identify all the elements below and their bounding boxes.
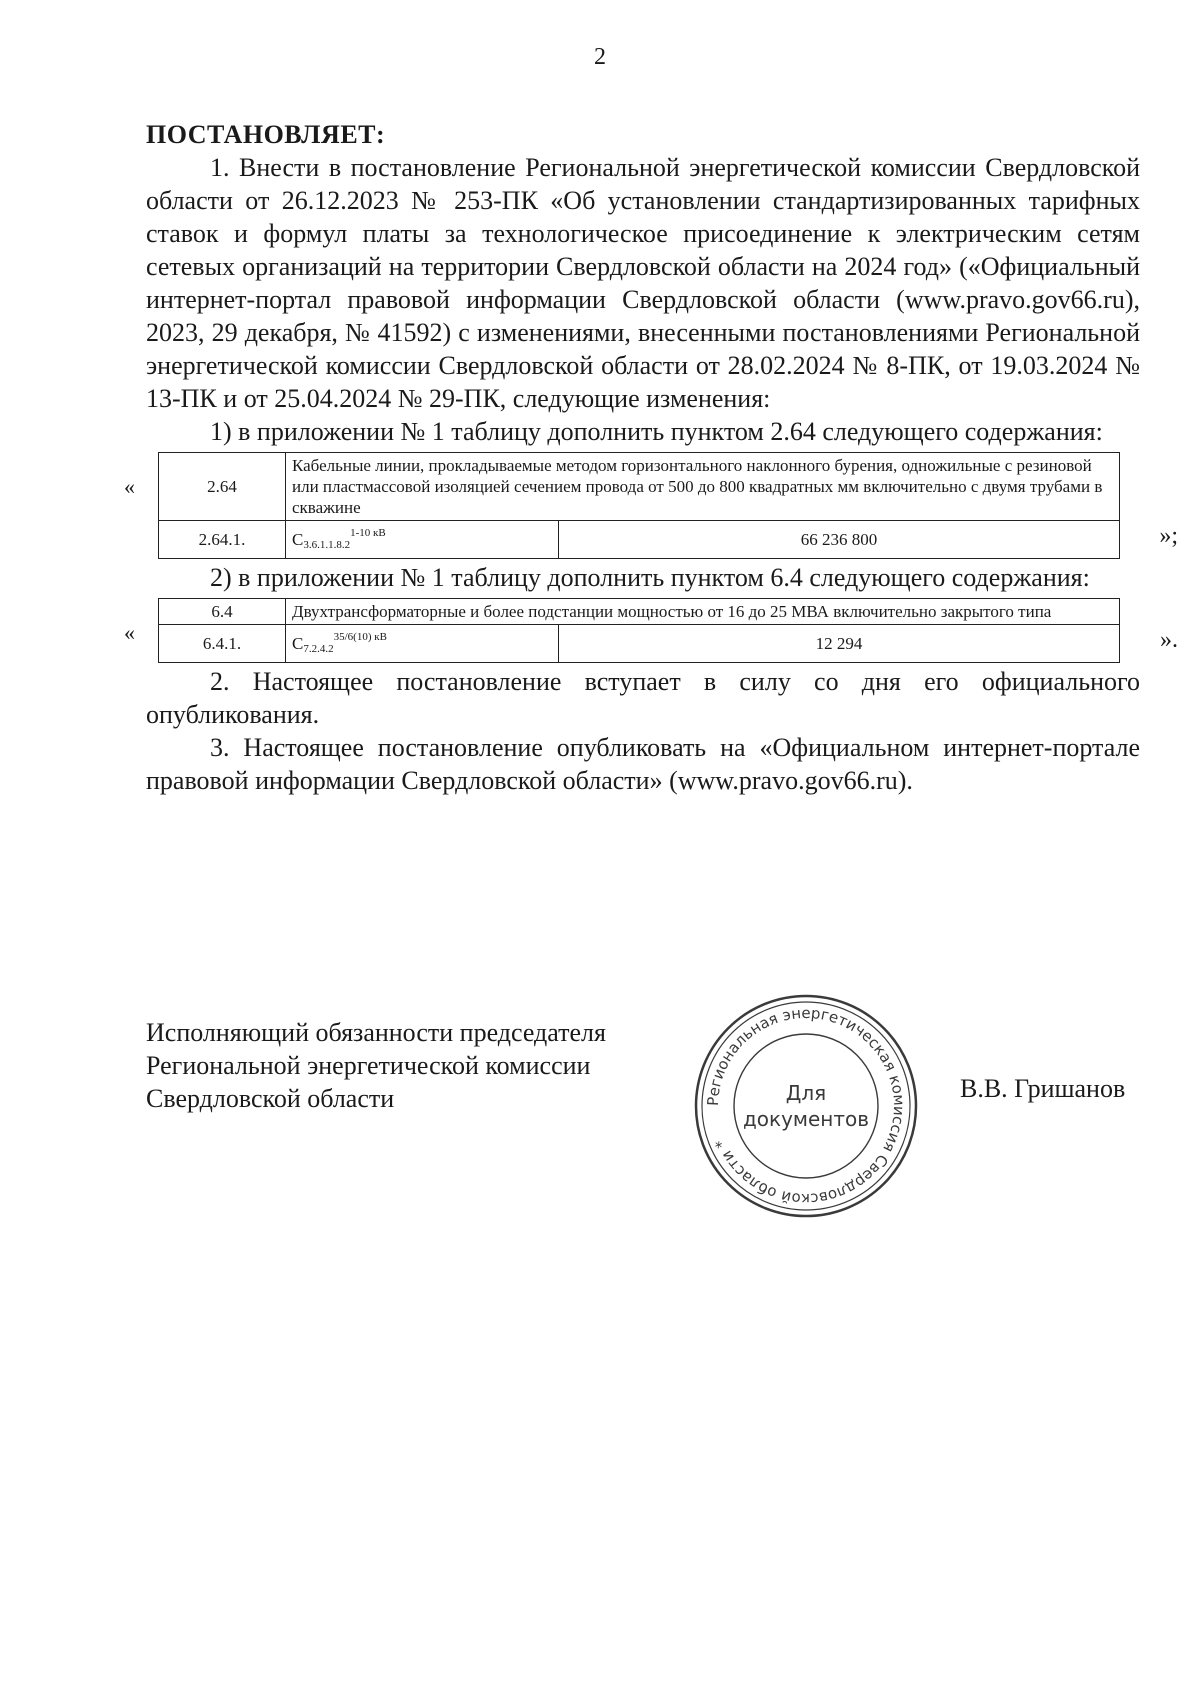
table-2-close-quote: ». <box>1160 627 1178 653</box>
table-1-row-header <box>159 453 1120 521</box>
table-1-item-description: Кабельные линии, прокладываемые методом горизонтального наклонного бурения, одножильные с резиновой или пластмассовой изоляцией сечением провода от 500 до 800 квадратных мм включительно с двумя трубами в скважине <box>286 453 1120 521</box>
table-1-row-rate <box>159 521 1120 559</box>
item-2-intro: 2) в приложении № 1 таблицу дополнить пунктом 6.4 следующего содержания: <box>210 563 1090 592</box>
paragraph-3: 3. Настоящее постановление опубликовать на «Официальном интернет-портале правовой информации Свердловской области» (www.pravo.gov66.ru). <box>146 733 1140 795</box>
amendment-table-2-wrapper <box>124 598 1178 663</box>
signer-name: В.В. Гришанов <box>960 1074 1126 1103</box>
table-2-formula <box>286 625 559 663</box>
table-2-open-quote: « <box>124 620 135 645</box>
table-2-formula-superscript: 35/6(10) кВ <box>333 631 387 643</box>
signature-title-line-2: Региональной энергетической комиссии <box>146 1051 591 1080</box>
table-2-rate-value: 12 294 <box>559 625 1120 663</box>
amendment-table-1 <box>158 452 1120 559</box>
item-1-intro: 1) в приложении № 1 таблицу дополнить пунктом 2.64 следующего содержания: <box>210 417 1103 446</box>
stamp-center-line-1: Для <box>785 1081 827 1105</box>
table-2-item-description: Двухтрансформаторные и более подстанции мощностью от 16 до 25 МВА включительно закрытого типа <box>286 599 1120 625</box>
signature-title-line-1: Исполняющий обязанности председателя <box>146 1018 606 1047</box>
table-1-subitem-number: 2.64.1. <box>159 521 286 559</box>
table-1-close-quote: »; <box>1159 523 1178 549</box>
resolution-heading: ПОСТАНОВЛЯЕТ: <box>146 120 386 149</box>
page-number: 2 <box>594 44 606 70</box>
table-1-item-number: 2.64 <box>159 453 286 521</box>
table-1-formula-subscript: 3.6.1.1.8.2 <box>303 539 351 551</box>
paragraph-1: 1. Внести в постановление Региональной энергетической комиссии Свердловской области от 26.12.2023 № 253-ПК «Об установлении стандартизированных тарифных ставок и формул платы за технологическое присоединение к электрическим сетям сетевых организаций на территории Свердловской области на 2024 год» («Официальный интернет-портал правовой информации Свердловской области (www.pravo.gov66.ru), 2023, 29 декабря, № 41592) с изменениями, внесенными постановлениями Региональной энергетической комиссии Свердловской области от 28.02.2024 № 8-ПК, от 19.03.2024 № 13-ПК и от 25.04.2024 № 29-ПК, следующие изменения: <box>146 153 1140 413</box>
amendment-table-1-wrapper <box>124 452 1178 559</box>
stamp-center-line-2: документов <box>742 1107 870 1131</box>
table-2-subitem-number: 6.4.1. <box>159 625 286 663</box>
signature-block <box>146 1016 646 1115</box>
stamp-ring-text: Региональная энергетическая комиссия Свердловской области * <box>703 1003 909 1209</box>
table-1-formula-base: C <box>292 530 304 549</box>
table-2-row-rate <box>159 625 1120 663</box>
table-1-open-quote: « <box>124 474 135 499</box>
table-2-formula-subscript: 7.2.4.2 <box>303 643 334 655</box>
table-2-formula-base: C <box>292 634 304 653</box>
paragraph-2: 2. Настоящее постановление вступает в силу со дня его официального опубликования. <box>146 667 1140 729</box>
signature-title-line-3: Свердловской области <box>146 1084 395 1113</box>
amendment-table-2 <box>158 598 1120 663</box>
official-stamp <box>692 992 920 1220</box>
table-1-formula-superscript: 1-10 кВ <box>350 527 386 539</box>
table-2-row-header <box>159 599 1120 625</box>
document-body <box>124 118 1178 797</box>
table-2-item-number: 6.4 <box>159 599 286 625</box>
stamp-seal-icon <box>692 992 920 1220</box>
table-1-formula <box>286 521 559 559</box>
table-1-rate-value: 66 236 800 <box>559 521 1120 559</box>
